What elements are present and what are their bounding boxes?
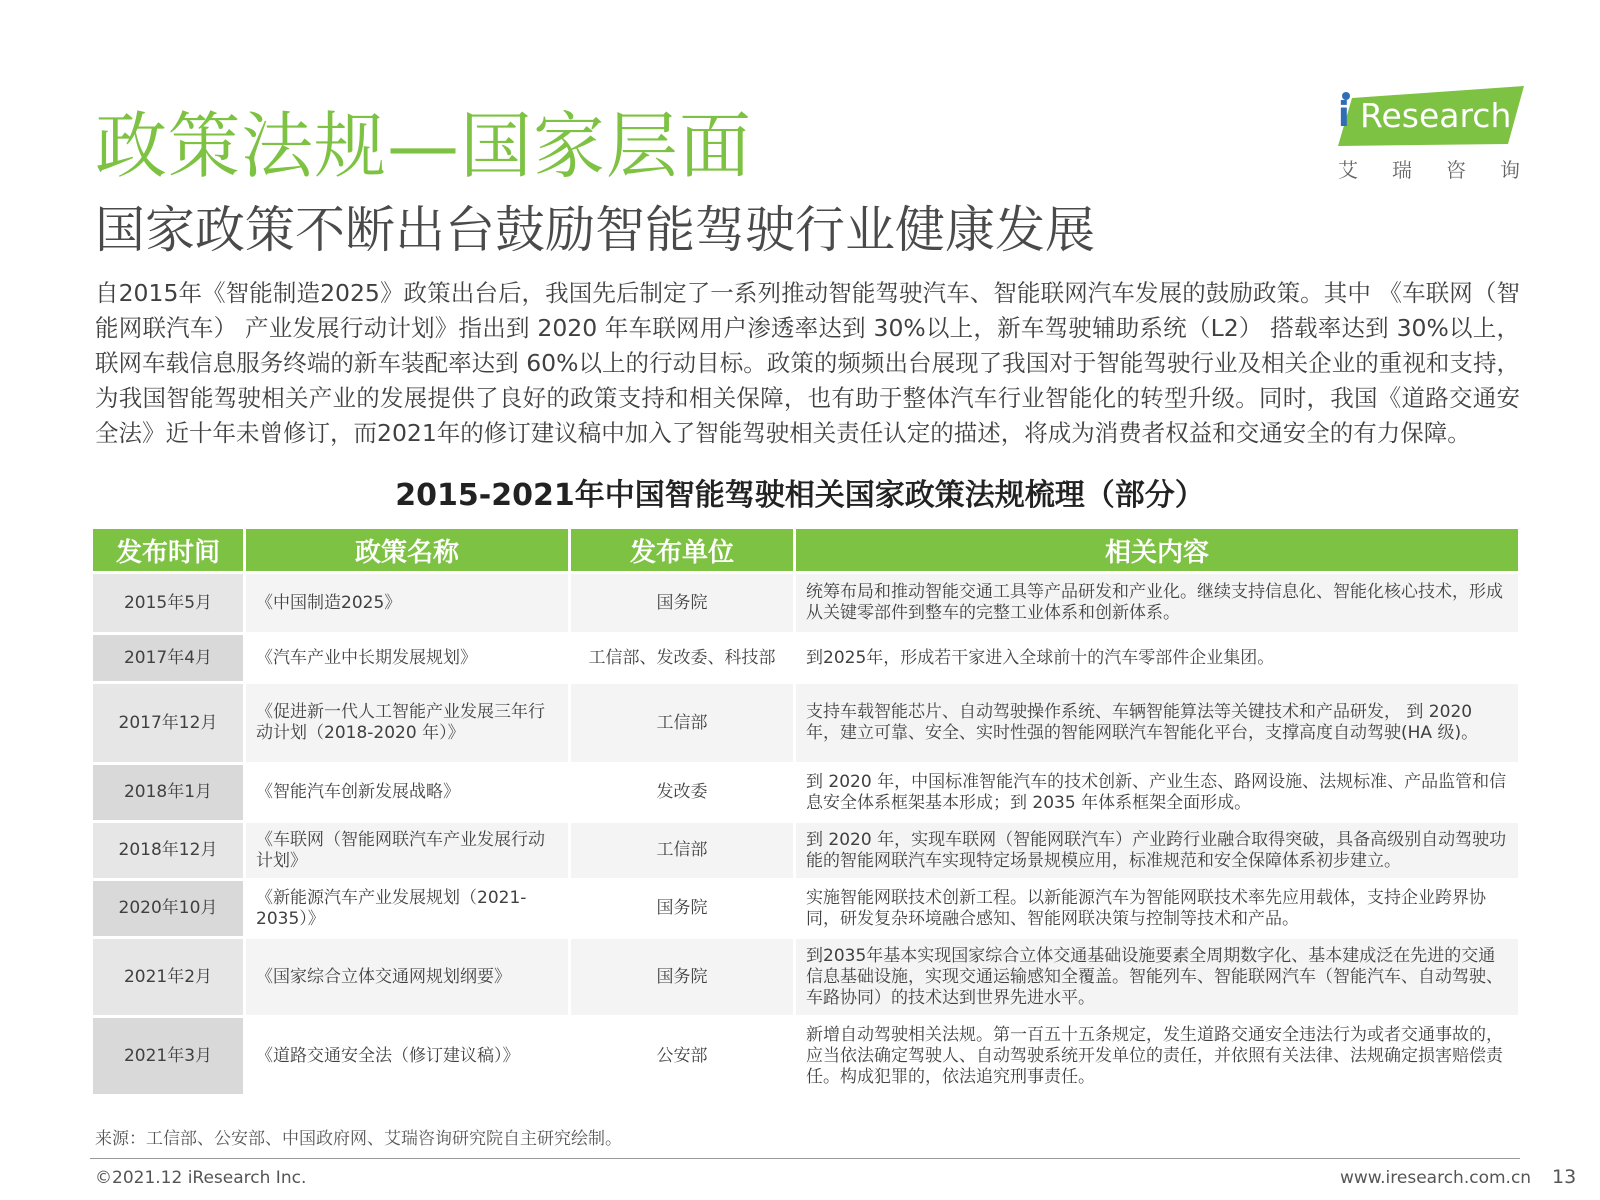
row-content: 支持车载智能芯片、自动驾驶操作系统、车辆智能算法等关键技术和产品研发， 到 2020 年，建立可靠、安全、实时性强的智能网联汽车智能化平台，支撑高度自动驾驶(HA 级)。 — [796, 684, 1518, 762]
policy-table — [90, 526, 1521, 1097]
row-issuer: 发改委 — [571, 765, 793, 820]
row-policy-name: 《道路交通安全法（修订建议稿）》 — [246, 1018, 568, 1094]
header-content: 相关内容 — [796, 529, 1518, 571]
row-issuer: 国务院 — [571, 574, 793, 632]
table-title: 2015-2021年中国智能驾驶相关国家政策法规梳理（部分） — [395, 478, 1205, 513]
row-policy-name: 《新能源汽车产业发展规划（2021-2035）》 — [246, 881, 568, 936]
row-date: 2018年1月 — [93, 765, 243, 820]
row-content: 到 2020 年，实现车联网（智能网联汽车）产业跨行业融合取得突破，具备高级别自动驾驶功能的智能网联汽车实现特定场景规模应用，标准规范和安全保障体系初步建立。 — [796, 823, 1518, 878]
table-row — [93, 1018, 1518, 1094]
footer-divider — [90, 1158, 1520, 1159]
page-title: 政策法规—国家层面 — [95, 104, 753, 188]
row-content: 到2035年基本实现国家综合立体交通基础设施要素全周期数字化、基本建成泛在先进的交通信息基础设施，实现交通运输感知全覆盖。智能列车、智能联网汽车（智能汽车、自动驾驶、车路协同）的技术达到世界先进水平。 — [796, 939, 1518, 1015]
source-note: 来源：工信部、公安部、中国政府网、艾瑞咨询研究院自主研究绘制。 — [95, 1129, 622, 1149]
row-policy-name: 《汽车产业中长期发展规划》 — [246, 635, 568, 681]
page-subtitle: 国家政策不断出台鼓励智能驾驶行业健康发展 — [95, 201, 1095, 259]
row-date: 2021年2月 — [93, 939, 243, 1015]
table-row — [93, 574, 1518, 632]
header-issuer: 发布单位 — [571, 529, 793, 571]
copyright: ©2021.12 iResearch Inc. — [95, 1168, 307, 1188]
logo-prefix: i — [1338, 95, 1350, 135]
table-row — [93, 823, 1518, 878]
logo-chinese: 艾瑞咨询 — [1338, 158, 1554, 182]
website-link[interactable]: www.iresearch.com.cn — [1340, 1168, 1532, 1188]
row-content: 实施智能网联技术创新工程。以新能源汽车为智能网联技术率先应用载体，支持企业跨界协同，研发复杂环境融合感知、智能网联决策与控制等技术和产品。 — [796, 881, 1518, 936]
row-date: 2017年4月 — [93, 635, 243, 681]
row-content: 统筹布局和推动智能交通工具等产品研发和产业化。继续支持信息化、智能化核心技术，形成从关键零部件到整车的完整工业体系和创新体系。 — [796, 574, 1518, 632]
row-policy-name: 《促进新一代人工智能产业发展三年行动计划（2018-2020 年）》 — [246, 684, 568, 762]
row-content: 到2025年，形成若干家进入全球前十的汽车零部件企业集团。 — [796, 635, 1518, 681]
table-row — [93, 765, 1518, 820]
row-issuer: 国务院 — [571, 881, 793, 936]
table-row — [93, 881, 1518, 936]
row-issuer: 公安部 — [571, 1018, 793, 1094]
row-issuer: 国务院 — [571, 939, 793, 1015]
table-row — [93, 684, 1518, 762]
table-row — [93, 635, 1518, 681]
row-date: 2018年12月 — [93, 823, 243, 878]
row-policy-name: 《车联网（智能网联汽车产业发展行动计划》 — [246, 823, 568, 878]
intro-paragraph: 自2015年《智能制造2025》政策出台后，我国先后制定了一系列推动智能驾驶汽车、智能联网汽车发展的鼓励政策。其中 《车联网（智能网联汽车） 产业发展行动计划》指出到 2020 年车联网用户渗透率达到 30%以上，新车驾驶辅助系统（L2） 搭载率达到 30%以上，联网车载信息服务终端的新车装配率达到 60%以上的行动目标。政策的频频出台展现了我国对于智能驾驶行业及相关企业的重视和支持，为我国智能驾驶相关产业的发展提供了良好的政策支持和相关保障，也有助于整体汽车行业智能化的转型升级。同时，我国《道路交通安全法》近十年未曾修订，而2021年的修订建议稿中加入了智能驾驶相关责任认定的描述，将成为消费者权益和交通安全的有力保障。 — [95, 279, 1520, 447]
row-content: 新增自动驾驶相关法规。第一百五十五条规定，发生道路交通安全违法行为或者交通事故的，应当依法确定驾驶人、自动驾驶系统开发单位的责任，并依照有关法律、法规确定损害赔偿责任。构成犯罪的，依法追究刑事责任。 — [796, 1018, 1518, 1094]
row-date: 2015年5月 — [93, 574, 243, 632]
logo-brand: Research — [1360, 96, 1512, 135]
row-issuer: 工信部、发改委、科技部 — [571, 635, 793, 681]
header-date: 发布时间 — [93, 529, 243, 571]
row-policy-name: 《国家综合立体交通网规划纲要》 — [246, 939, 568, 1015]
page-number: 13 — [1552, 1166, 1577, 1188]
table-row — [93, 939, 1518, 1015]
row-issuer: 工信部 — [571, 823, 793, 878]
header-policy-name: 政策名称 — [246, 529, 568, 571]
row-policy-name: 《中国制造2025》 — [246, 574, 568, 632]
iresearch-logo — [1330, 86, 1554, 186]
row-date: 2017年12月 — [93, 684, 243, 762]
row-issuer: 工信部 — [571, 684, 793, 762]
table-header-row — [93, 529, 1518, 571]
row-content: 到 2020 年，中国标准智能汽车的技术创新、产业生态、路网设施、法规标准、产品监管和信息安全体系框架基本形成；到 2035 年体系框架全面形成。 — [796, 765, 1518, 820]
row-date: 2020年10月 — [93, 881, 243, 936]
row-policy-name: 《智能汽车创新发展战略》 — [246, 765, 568, 820]
row-date: 2021年3月 — [93, 1018, 243, 1094]
